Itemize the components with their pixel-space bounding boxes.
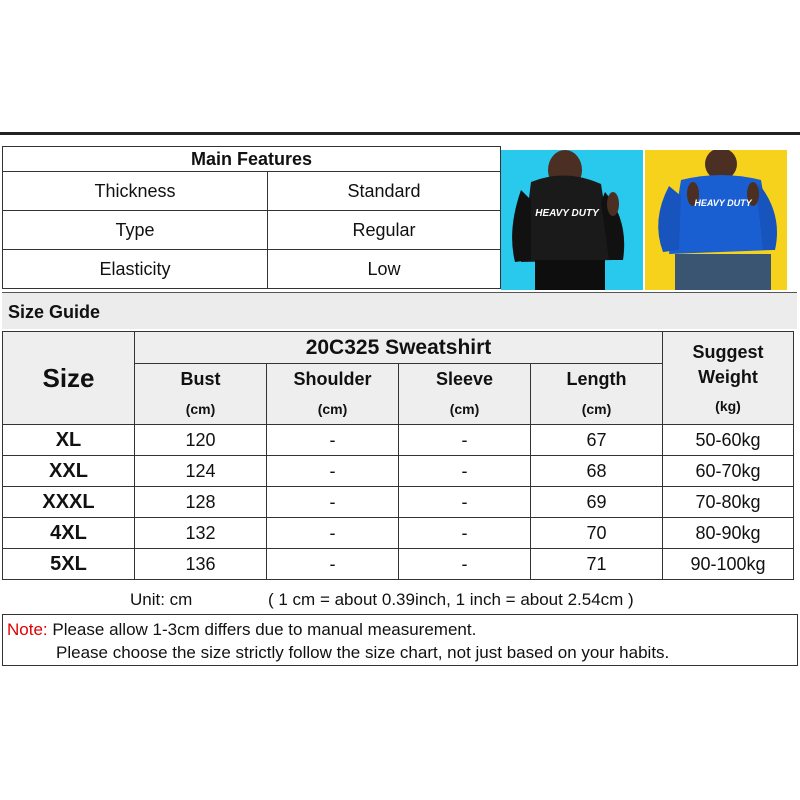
photo-print-text: HEAVY DUTY [694, 198, 752, 208]
shoulder-cell: - [267, 549, 399, 580]
length-cell: 70 [531, 518, 663, 549]
main-features-table [2, 146, 501, 289]
size-header: Size [3, 332, 135, 425]
length-cell: 71 [531, 549, 663, 580]
table-row [3, 518, 794, 549]
model-blue-hoodie-icon [645, 150, 787, 290]
table-row [3, 425, 794, 456]
note-text-1: Please allow 1-3cm differs due to manual measurement. [47, 620, 477, 639]
weight-cell: 50-60kg [663, 425, 794, 456]
column-name: Shoulder [293, 369, 372, 390]
unit-row [2, 585, 797, 615]
column-header-shoulder [267, 364, 399, 425]
size-cell: XXL [3, 456, 135, 487]
feature-key: Type [3, 211, 268, 250]
top-divider [0, 132, 800, 135]
weight-cell: 90-100kg [663, 549, 794, 580]
shoulder-cell: - [267, 425, 399, 456]
table-row [3, 487, 794, 518]
main-features-title: Main Features [3, 147, 501, 172]
size-cell: XL [3, 425, 135, 456]
weight-header [663, 332, 794, 425]
column-unit: (cm) [581, 401, 612, 417]
weight-cell: 80-90kg [663, 518, 794, 549]
weight-header-line2: Weight [698, 366, 758, 387]
length-cell: 68 [531, 456, 663, 487]
shoulder-cell: - [267, 518, 399, 549]
column-header-bust [135, 364, 267, 425]
sleeve-cell: - [399, 425, 531, 456]
sleeve-cell: - [399, 518, 531, 549]
bust-cell: 124 [135, 456, 267, 487]
model-black-hoodie-icon [501, 150, 643, 290]
shoulder-cell: - [267, 456, 399, 487]
size-guide-bar [2, 292, 797, 329]
shoulder-cell: - [267, 487, 399, 518]
product-photo-blue [645, 150, 787, 290]
size-cell: 5XL [3, 549, 135, 580]
note-label: Note: [7, 620, 48, 639]
feature-key: Thickness [3, 172, 268, 211]
feature-value: Standard [268, 172, 501, 211]
note-line-1 [7, 620, 476, 640]
sleeve-cell: - [399, 549, 531, 580]
length-cell: 69 [531, 487, 663, 518]
size-chart-table [2, 331, 794, 580]
feature-value: Regular [268, 211, 501, 250]
photo-print-text: HEAVY DUTY [535, 208, 599, 219]
table-row [3, 549, 794, 580]
size-cell: 4XL [3, 518, 135, 549]
weight-header-unit: (kg) [715, 397, 741, 414]
feature-row [3, 250, 501, 289]
bust-cell: 132 [135, 518, 267, 549]
note-box [2, 614, 798, 666]
column-header-sleeve [399, 364, 531, 425]
unit-conversion-text: ( 1 cm = about 0.39inch, 1 inch = about 2.54cm ) [268, 590, 634, 609]
column-unit: (cm) [317, 401, 348, 417]
feature-row [3, 172, 501, 211]
bust-cell: 136 [135, 549, 267, 580]
weight-cell: 60-70kg [663, 456, 794, 487]
column-name: Sleeve [435, 369, 494, 390]
size-cell: XXXL [3, 487, 135, 518]
feature-value: Low [268, 250, 501, 289]
size-guide-title: Size Guide [8, 302, 101, 322]
product-photo-black [501, 150, 643, 290]
column-unit: (cm) [185, 401, 216, 417]
weight-cell: 70-80kg [663, 487, 794, 518]
column-name: Bust [180, 369, 221, 390]
bust-cell: 128 [135, 487, 267, 518]
column-unit: (cm) [449, 401, 480, 417]
column-header-length [531, 364, 663, 425]
table-row [3, 456, 794, 487]
weight-header-line1: Suggest [692, 342, 764, 363]
sleeve-cell: - [399, 487, 531, 518]
product-title: 20C325 Sweatshirt [135, 332, 663, 364]
feature-key: Elasticity [3, 250, 268, 289]
bust-cell: 120 [135, 425, 267, 456]
sleeve-cell: - [399, 456, 531, 487]
column-name: Length [566, 369, 627, 390]
note-line-2: Please choose the size strictly follow the size chart, not just based on your habits. [56, 643, 670, 662]
feature-row [3, 211, 501, 250]
unit-text: Unit: cm [130, 590, 193, 609]
length-cell: 67 [531, 425, 663, 456]
